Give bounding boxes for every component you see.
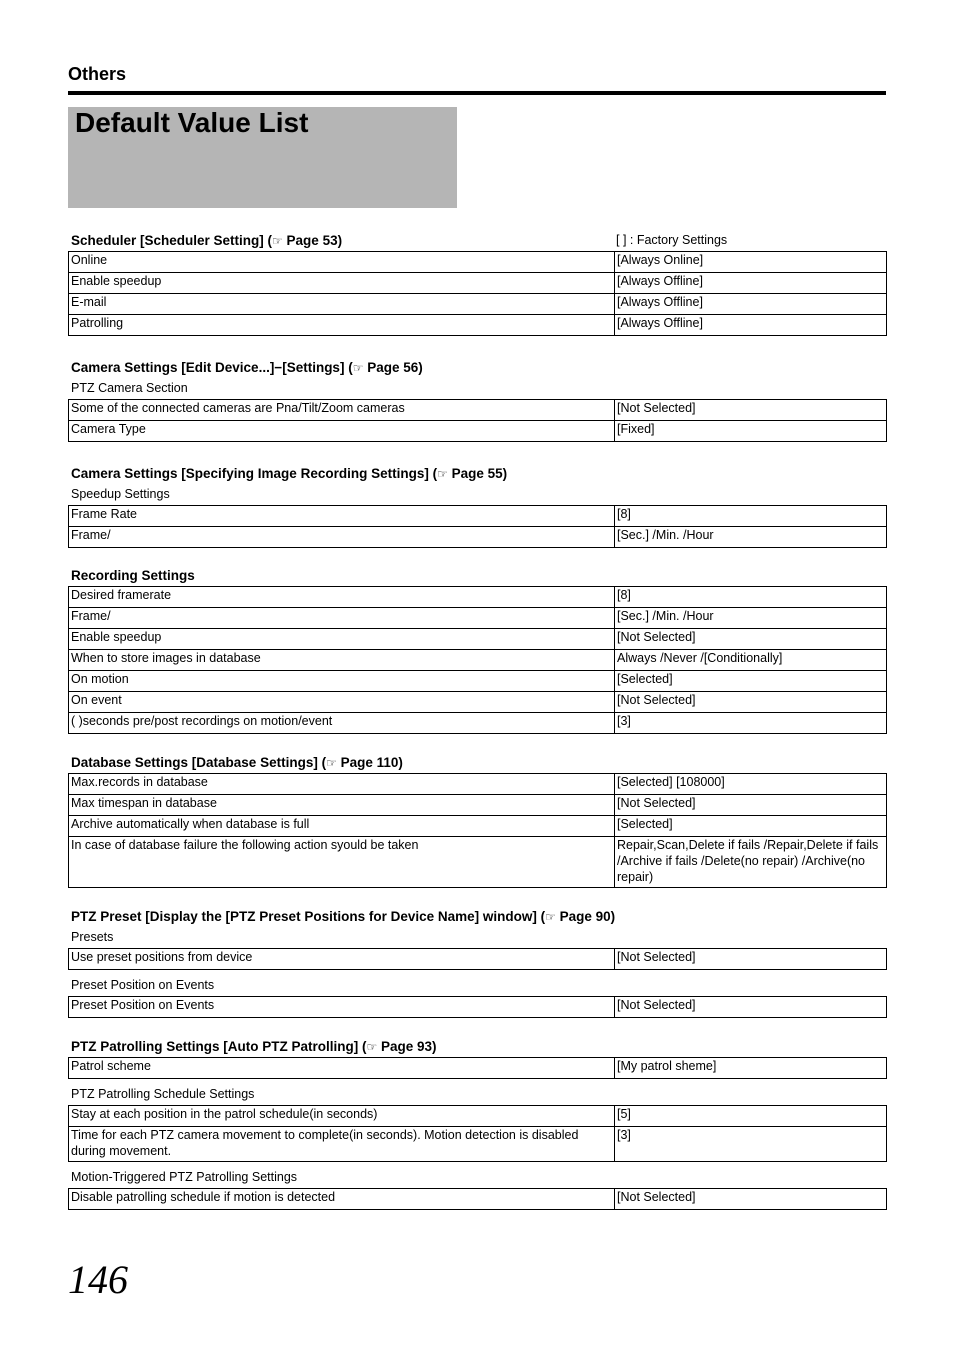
table-row: [69, 315, 887, 336]
table-row: [69, 587, 887, 608]
default-value: [Fixed]: [615, 421, 887, 442]
section-header: Others: [68, 64, 127, 84]
ptz-preset-subtitle-presets: Presets: [71, 930, 114, 944]
ptz-patrol-table: [68, 1057, 887, 1079]
default-value: [Not Selected]: [615, 692, 887, 713]
table-row: [69, 1189, 887, 1210]
setting-name: Enable speedup: [69, 273, 615, 294]
setting-name: Some of the connected cameras are Pna/Tilt/Zoom cameras: [69, 400, 615, 421]
table-row: [69, 608, 887, 629]
default-value: [Not Selected]: [615, 400, 887, 421]
default-value: [3]: [615, 1127, 887, 1162]
header-rule: [68, 91, 886, 95]
setting-name: ( )seconds pre/post recordings on motion/event: [69, 713, 615, 734]
setting-name: Patrol scheme: [69, 1058, 615, 1079]
default-value: [Not Selected]: [615, 795, 887, 816]
setting-name: Max.records in database: [69, 774, 615, 795]
camera-rec-subtitle: Speedup Settings: [71, 487, 170, 501]
ptz-preset-subtitle-events: Preset Position on Events: [71, 978, 215, 992]
table-row: [69, 671, 887, 692]
scheduler-table: [68, 251, 887, 336]
default-value: [5]: [615, 1106, 887, 1127]
setting-name: Archive automatically when database is full: [69, 816, 615, 837]
recording-table: [68, 586, 887, 734]
page-ref-icon: ☞: [437, 467, 448, 481]
table-row: [69, 506, 887, 527]
table-row: [69, 527, 887, 548]
table-row: [69, 650, 887, 671]
scheduler-header: [68, 230, 886, 251]
table-row: [69, 294, 887, 315]
ptz-preset-title: PTZ Preset [Display the [PTZ Preset Positions for Device Name] window] (☞ Page 90): [71, 909, 616, 924]
default-value: [Always Offline]: [615, 273, 887, 294]
default-value: [Selected]: [615, 816, 887, 837]
default-value: [Not Selected]: [615, 949, 887, 970]
setting-name: Online: [69, 252, 615, 273]
default-value: Repair,Scan,Delete if fails /Repair,Delete if fails /Archive if fails /Delete(no repair) /Archive(no repair): [615, 837, 887, 888]
setting-name: When to store images in database: [69, 650, 615, 671]
table-row: [69, 692, 887, 713]
page-ref-icon: ☞: [366, 1040, 378, 1054]
setting-name: In case of database failure the following action syould be taken: [69, 837, 615, 888]
table-row: [69, 400, 887, 421]
page-ref-icon: ☞: [272, 234, 283, 248]
table-row: [69, 273, 887, 294]
default-value: [8]: [615, 587, 887, 608]
table-row: [69, 713, 887, 734]
camera-rec-title: Camera Settings [Specifying Image Recording Settings] (☞ Page 55): [71, 466, 508, 481]
setting-name: On motion: [69, 671, 615, 692]
database-table: [68, 773, 887, 888]
factory-settings-legend: [ ] : Factory Settings: [616, 233, 728, 247]
page-title: Default Value List: [75, 107, 309, 138]
camera-edit-title: Camera Settings [Edit Device...]−[Settings] (☞ Page 56): [71, 360, 423, 375]
default-value: [My patrol sheme]: [615, 1058, 887, 1079]
setting-name: Disable patrolling schedule if motion is detected: [69, 1189, 615, 1210]
ptz-patrol-motion-subtitle: Motion-Triggered PTZ Patrolling Settings: [71, 1170, 298, 1184]
table-row: [69, 997, 887, 1018]
camera-edit-subtitle: PTZ Camera Section: [71, 381, 188, 395]
setting-name: Camera Type: [69, 421, 615, 442]
page-ref-icon: ☞: [326, 756, 337, 770]
setting-name: Use preset positions from device: [69, 949, 615, 970]
table-row: [69, 949, 887, 970]
page-ref-icon: ☞: [352, 361, 364, 375]
ptz-patrol-motion-table: [68, 1188, 887, 1210]
page-ref-icon: ☞: [545, 910, 556, 924]
default-value: [Selected]: [615, 671, 887, 692]
table-row: [69, 1106, 887, 1127]
recording-title: Recording Settings: [71, 568, 195, 583]
setting-name: On event: [69, 692, 615, 713]
ptz-preset-events-table: [68, 996, 887, 1018]
camera-edit-table: [68, 399, 887, 442]
default-value: [Not Selected]: [615, 997, 887, 1018]
default-value: [Always Online]: [615, 252, 887, 273]
setting-name: Frame Rate: [69, 506, 615, 527]
table-row: [69, 1058, 887, 1079]
ptz-patrol-schedule-subtitle: PTZ Patrolling Schedule Settings: [71, 1087, 255, 1101]
page-number: 146: [68, 1257, 128, 1302]
setting-name: Stay at each position in the patrol schedule(in seconds): [69, 1106, 615, 1127]
default-value: [Always Offline]: [615, 294, 887, 315]
table-row: [69, 629, 887, 650]
table-row: [69, 816, 887, 837]
default-value: [Always Offline]: [615, 315, 887, 336]
setting-name: Frame/: [69, 608, 615, 629]
ptz-preset-table: [68, 948, 887, 970]
setting-name: Time for each PTZ camera movement to complete(in seconds). Motion detection is disabled during movement.: [69, 1127, 615, 1162]
table-row: [69, 837, 887, 888]
table-row: [69, 1127, 887, 1162]
table-row: [69, 252, 887, 273]
default-value: Always /Never /[Conditionally]: [615, 650, 887, 671]
default-value: [3]: [615, 713, 887, 734]
default-value: [Sec.] /Min. /Hour: [615, 608, 887, 629]
camera-rec-table: [68, 505, 887, 548]
table-row: [69, 774, 887, 795]
setting-name: E-mail: [69, 294, 615, 315]
setting-name: Patrolling: [69, 315, 615, 336]
table-row: [69, 795, 887, 816]
default-value: [Not Selected]: [615, 1189, 887, 1210]
ptz-patrol-schedule-table: [68, 1105, 887, 1162]
content: [68, 230, 886, 1210]
ptz-patrol-title: PTZ Patrolling Settings [Auto PTZ Patrolling] (☞ Page 93): [71, 1039, 437, 1054]
title-box: [68, 107, 457, 208]
scheduler-title: Scheduler [Scheduler Setting] (☞ Page 53): [71, 233, 343, 248]
default-value: [Selected] [108000]: [615, 774, 887, 795]
setting-name: Enable speedup: [69, 629, 615, 650]
default-value: [8]: [615, 506, 887, 527]
table-row: [69, 421, 887, 442]
setting-name: Frame/: [69, 527, 615, 548]
setting-name: Preset Position on Events: [69, 997, 615, 1018]
database-title: Database Settings [Database Settings] (☞ Page 110): [71, 755, 403, 770]
setting-name: Desired framerate: [69, 587, 615, 608]
setting-name: Max timespan in database: [69, 795, 615, 816]
default-value: [Not Selected]: [615, 629, 887, 650]
default-value: [Sec.] /Min. /Hour: [615, 527, 887, 548]
